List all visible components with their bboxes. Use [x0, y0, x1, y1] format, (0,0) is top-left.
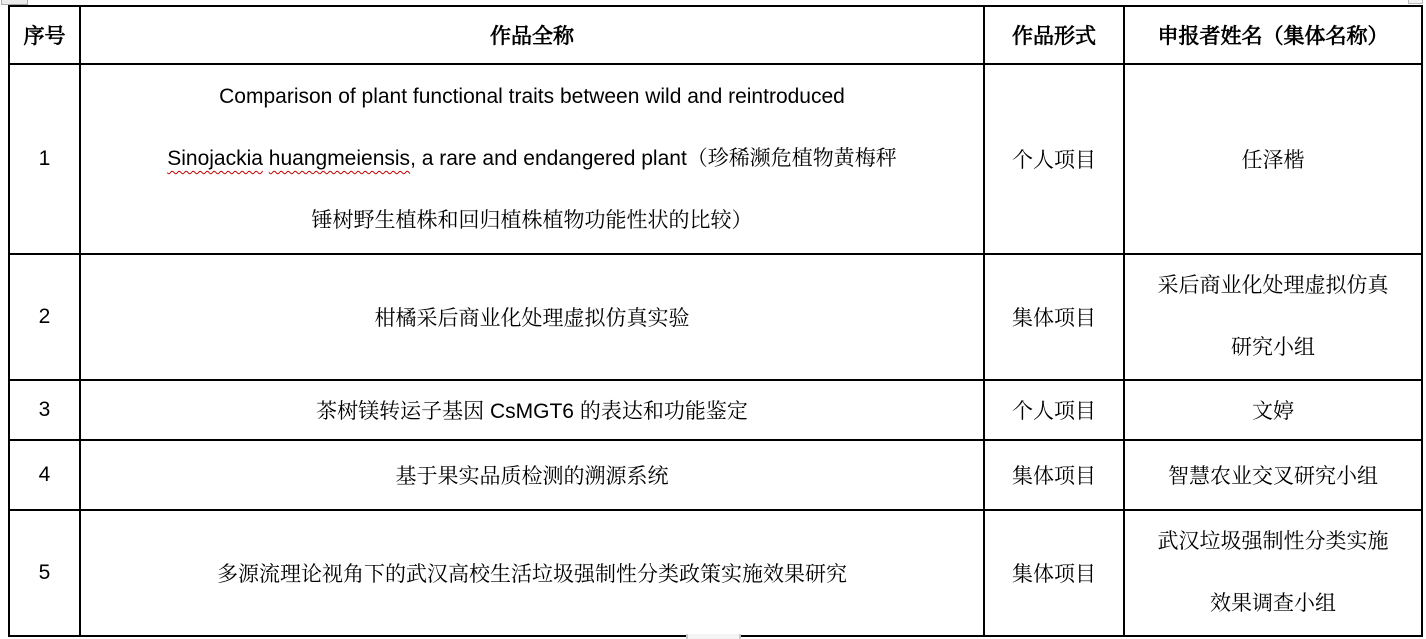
row-1-applicant-cell: 任泽楷	[1124, 64, 1422, 254]
row-1-title-line-2	[85, 128, 979, 190]
header-cell-form: 作品形式	[984, 6, 1124, 64]
table-row	[9, 510, 1422, 636]
row-2-no-cell: 2	[9, 254, 80, 380]
row-1-title-line-1: Comparison of plant functional traits between wild and reintroduced	[219, 85, 845, 108]
row-4-form-cell: 集体项目	[984, 440, 1124, 510]
row-5-form-cell: 集体项目	[984, 510, 1124, 636]
horizontal-scrollbar-thumb-fragment[interactable]	[686, 634, 741, 639]
row-2-title-cell: 柑橘采后商业化处理虚拟仿真实验	[80, 254, 984, 380]
row-1-title-line-2-rest: , a rare and endangered plant（珍稀濒危植物黄梅秤	[410, 147, 897, 170]
row-1-form-cell: 个人项目	[984, 64, 1124, 254]
row-2-applicant-line-1: 采后商业化处理虚拟仿真	[1157, 274, 1389, 297]
header-cell-applicant: 申报者姓名（集体名称）	[1124, 6, 1422, 64]
row-4-applicant-cell: 智慧农业交叉研究小组	[1124, 440, 1422, 510]
works-declaration-table	[8, 5, 1423, 637]
row-4-no-cell: 4	[9, 440, 80, 510]
table-row	[9, 380, 1422, 440]
row-5-applicant-line-2: 效果调查小组	[1210, 592, 1336, 615]
row-3-applicant-cell: 文婷	[1124, 380, 1422, 440]
row-2-form-cell: 集体项目	[984, 254, 1124, 380]
row-3-no-cell: 3	[9, 380, 80, 440]
row-2-applicant-line-2: 研究小组	[1231, 336, 1315, 359]
top-right-handle-fragment	[1408, 0, 1423, 4]
header-cell-no: 序号	[9, 6, 80, 64]
row-1-title-cell	[80, 64, 984, 254]
row-3-title-cell: 茶树镁转运子基因 CsMGT6 的表达和功能鉴定	[80, 380, 984, 440]
row-5-applicant-line-1: 武汉垃圾强制性分类实施	[1157, 530, 1389, 553]
row-2-applicant-cell	[1124, 254, 1422, 380]
row-5-no-cell: 5	[9, 510, 80, 636]
row-1-no-cell: 1	[9, 64, 80, 254]
row-4-title-cell: 基于果实品质检测的溯源系统	[80, 440, 984, 510]
header-cell-title: 作品全称	[80, 6, 984, 64]
table-row	[9, 64, 1422, 254]
table-row	[9, 440, 1422, 510]
table-header-row	[9, 6, 1422, 64]
row-5-applicant-cell	[1124, 510, 1422, 636]
misspelled-word: Sinojackia	[167, 147, 263, 170]
table-row	[9, 254, 1422, 380]
row-1-title-line-3: 锤树野生植株和回归植株植物功能性状的比较）	[311, 209, 753, 232]
misspelled-word: huangmeiensis	[268, 147, 411, 170]
row-5-title-cell: 多源流理论视角下的武汉高校生活垃圾强制性分类政策实施效果研究	[80, 510, 984, 636]
row-3-form-cell: 个人项目	[984, 380, 1124, 440]
